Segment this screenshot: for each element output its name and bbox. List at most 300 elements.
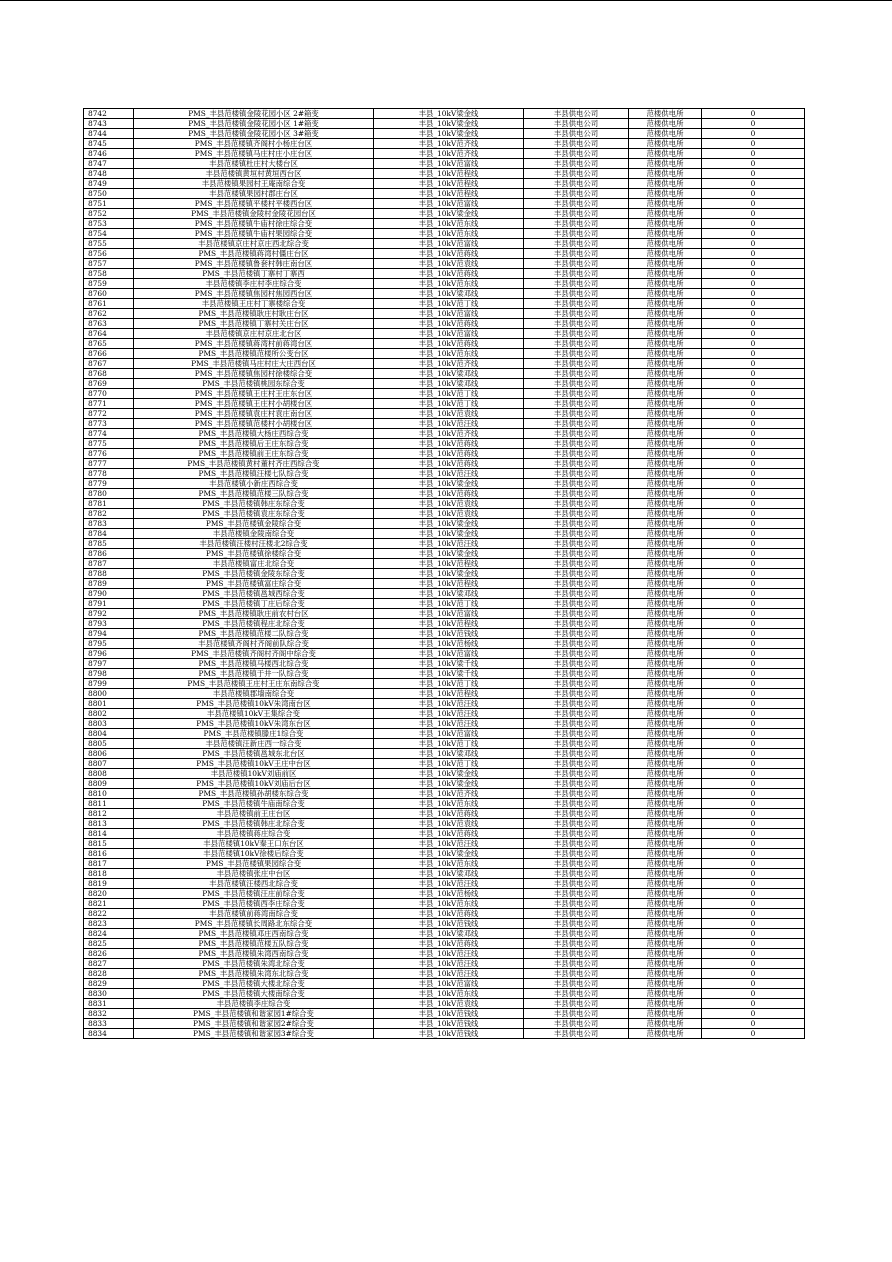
- company-cell: 丰县供电公司: [524, 1009, 629, 1019]
- count-cell: 0: [702, 939, 805, 949]
- count-cell: 0: [702, 509, 805, 519]
- row-id-cell: 8776: [84, 449, 134, 459]
- company-cell: 丰县供电公司: [524, 559, 629, 569]
- station-name-cell: PMS_丰县范楼镇长周路北东综合变: [134, 919, 374, 929]
- feeder-line-cell: 丰县_10kV梁邓线: [374, 869, 524, 879]
- count-cell: 0: [702, 429, 805, 439]
- feeder-line-cell: 丰县_10kV范汪线: [374, 839, 524, 849]
- office-cell: 范楼供电所: [629, 619, 702, 629]
- table-row: [84, 689, 805, 699]
- office-cell: 范楼供电所: [629, 1029, 702, 1039]
- station-name-cell: PMS_丰县范楼镇10kV朱湾东台区: [134, 719, 374, 729]
- table-row: [84, 869, 805, 879]
- table-row: [84, 939, 805, 949]
- row-id-cell: 8757: [84, 259, 134, 269]
- table-row: [84, 169, 805, 179]
- company-cell: 丰县供电公司: [524, 209, 629, 219]
- feeder-line-cell: 丰县_10kV梁金线: [374, 519, 524, 529]
- count-cell: 0: [702, 609, 805, 619]
- table-row: [84, 159, 805, 169]
- table-row: [84, 229, 805, 239]
- office-cell: 范楼供电所: [629, 379, 702, 389]
- office-cell: 范楼供电所: [629, 529, 702, 539]
- count-cell: 0: [702, 619, 805, 629]
- row-id-cell: 8786: [84, 549, 134, 559]
- feeder-line-cell: 丰县_10kV范蒋线: [374, 459, 524, 469]
- company-cell: 丰县供电公司: [524, 319, 629, 329]
- feeder-line-cell: 丰县_10kV梁邓线: [374, 929, 524, 939]
- company-cell: 丰县供电公司: [524, 439, 629, 449]
- station-name-cell: 丰县范楼镇10kV秦王口东台区: [134, 839, 374, 849]
- office-cell: 范楼供电所: [629, 769, 702, 779]
- table-row: [84, 599, 805, 609]
- office-cell: 范楼供电所: [629, 929, 702, 939]
- office-cell: 范楼供电所: [629, 259, 702, 269]
- station-name-cell: PMS_丰县范楼镇前王庄东综合变: [134, 449, 374, 459]
- row-id-cell: 8785: [84, 539, 134, 549]
- company-cell: 丰县供电公司: [524, 679, 629, 689]
- feeder-line-cell: 丰县_10kV范汪线: [374, 699, 524, 709]
- row-id-cell: 8816: [84, 849, 134, 859]
- count-cell: 0: [702, 499, 805, 509]
- office-cell: 范楼供电所: [629, 239, 702, 249]
- table-row: [84, 519, 805, 529]
- table-row: [84, 909, 805, 919]
- table-row: [84, 199, 805, 209]
- table-row: [84, 759, 805, 769]
- company-cell: 丰县供电公司: [524, 719, 629, 729]
- company-cell: 丰县供电公司: [524, 789, 629, 799]
- station-name-cell: PMS_丰县范楼镇马庄村庄大庄西台区: [134, 359, 374, 369]
- station-name-cell: PMS_丰县范楼镇平楼村平楼西台区: [134, 199, 374, 209]
- count-cell: 0: [702, 199, 805, 209]
- row-id-cell: 8794: [84, 629, 134, 639]
- row-id-cell: 8798: [84, 669, 134, 679]
- count-cell: 0: [702, 569, 805, 579]
- office-cell: 范楼供电所: [629, 189, 702, 199]
- station-name-cell: PMS_丰县范楼镇大楼南综合变: [134, 989, 374, 999]
- office-cell: 范楼供电所: [629, 459, 702, 469]
- table-row: [84, 549, 805, 559]
- station-name-cell: PMS_丰县范楼镇金陵东综合变: [134, 569, 374, 579]
- office-cell: 范楼供电所: [629, 309, 702, 319]
- office-cell: 范楼供电所: [629, 479, 702, 489]
- station-name-cell: PMS_丰县范楼镇马楼西北综合变: [134, 659, 374, 669]
- office-cell: 范楼供电所: [629, 989, 702, 999]
- row-id-cell: 8826: [84, 949, 134, 959]
- table-row: [84, 669, 805, 679]
- office-cell: 范楼供电所: [629, 949, 702, 959]
- office-cell: 范楼供电所: [629, 179, 702, 189]
- table-row: [84, 329, 805, 339]
- company-cell: 丰县供电公司: [524, 349, 629, 359]
- table-row: [84, 509, 805, 519]
- office-cell: 范楼供电所: [629, 599, 702, 609]
- company-cell: 丰县供电公司: [524, 489, 629, 499]
- station-name-cell: PMS_丰县范楼镇耿庄村耿庄台区: [134, 309, 374, 319]
- station-name-cell: PMS_丰县范楼镇邕城东北台区: [134, 749, 374, 759]
- row-id-cell: 8769: [84, 379, 134, 389]
- row-id-cell: 8763: [84, 319, 134, 329]
- feeder-line-cell: 丰县_10kV范东线: [374, 229, 524, 239]
- company-cell: 丰县供电公司: [524, 699, 629, 709]
- table-row: [84, 139, 805, 149]
- count-cell: 0: [702, 229, 805, 239]
- row-id-cell: 8809: [84, 779, 134, 789]
- feeder-line-cell: 丰县_10kV范程线: [374, 189, 524, 199]
- feeder-line-cell: 丰县_10kV范东线: [374, 279, 524, 289]
- count-cell: 0: [702, 849, 805, 859]
- company-cell: 丰县供电公司: [524, 509, 629, 519]
- count-cell: 0: [702, 119, 805, 129]
- office-cell: 范楼供电所: [629, 809, 702, 819]
- row-id-cell: 8751: [84, 199, 134, 209]
- row-id-cell: 8780: [84, 489, 134, 499]
- company-cell: 丰县供电公司: [524, 979, 629, 989]
- count-cell: 0: [702, 739, 805, 749]
- table-row: [84, 1019, 805, 1029]
- company-cell: 丰县供电公司: [524, 939, 629, 949]
- feeder-line-cell: 丰县_10kV范富线: [374, 979, 524, 989]
- count-cell: 0: [702, 949, 805, 959]
- company-cell: 丰县供电公司: [524, 499, 629, 509]
- company-cell: 丰县供电公司: [524, 759, 629, 769]
- table-row: [84, 579, 805, 589]
- table-row: [84, 849, 805, 859]
- company-cell: 丰县供电公司: [524, 409, 629, 419]
- row-id-cell: 8827: [84, 959, 134, 969]
- row-id-cell: 8788: [84, 569, 134, 579]
- feeder-line-cell: 丰县_10kV范齐线: [374, 139, 524, 149]
- row-id-cell: 8761: [84, 299, 134, 309]
- station-name-cell: PMS_丰县范楼镇10kV刘庙后台区: [134, 779, 374, 789]
- feeder-line-cell: 丰县_10kV范杨线: [374, 639, 524, 649]
- table-row: [84, 709, 805, 719]
- count-cell: 0: [702, 829, 805, 839]
- office-cell: 范楼供电所: [629, 919, 702, 929]
- table-row: [84, 279, 805, 289]
- count-cell: 0: [702, 769, 805, 779]
- station-name-cell: 丰县范楼镇富庄北综合变: [134, 559, 374, 569]
- feeder-line-cell: 丰县_10kV范程线: [374, 619, 524, 629]
- table-row: [84, 619, 805, 629]
- row-id-cell: 8823: [84, 919, 134, 929]
- count-cell: 0: [702, 359, 805, 369]
- table-row: [84, 979, 805, 989]
- company-cell: 丰县供电公司: [524, 649, 629, 659]
- station-name-cell: 丰县范楼镇汪新庄西一综合变: [134, 739, 374, 749]
- count-cell: 0: [702, 909, 805, 919]
- count-cell: 0: [702, 599, 805, 609]
- row-id-cell: 8802: [84, 709, 134, 719]
- office-cell: 范楼供电所: [629, 1019, 702, 1029]
- count-cell: 0: [702, 999, 805, 1009]
- feeder-line-cell: 丰县_10kV范程线: [374, 579, 524, 589]
- count-cell: 0: [702, 959, 805, 969]
- row-id-cell: 8796: [84, 649, 134, 659]
- office-cell: 范楼供电所: [629, 219, 702, 229]
- office-cell: 范楼供电所: [629, 509, 702, 519]
- station-name-cell: PMS_丰县范楼镇10kV王庄中台区: [134, 759, 374, 769]
- table-row: [84, 879, 805, 889]
- company-cell: 丰县供电公司: [524, 149, 629, 159]
- count-cell: 0: [702, 129, 805, 139]
- station-name-cell: PMS_丰县范楼镇果园综合变: [134, 859, 374, 869]
- station-name-cell: PMS_丰县范楼镇金陵村金陵花园台区: [134, 209, 374, 219]
- station-name-cell: 丰县范楼镇黄垣村黄垣西台区: [134, 169, 374, 179]
- station-name-cell: PMS_丰县范楼镇袁庄村袁庄南台区: [134, 409, 374, 419]
- company-cell: 丰县供电公司: [524, 399, 629, 409]
- company-cell: 丰县供电公司: [524, 569, 629, 579]
- feeder-line-cell: 丰县_10kV范蒋线: [374, 449, 524, 459]
- table-row: [84, 729, 805, 739]
- row-id-cell: 8764: [84, 329, 134, 339]
- row-id-cell: 8808: [84, 769, 134, 779]
- office-cell: 范楼供电所: [629, 579, 702, 589]
- count-cell: 0: [702, 859, 805, 869]
- count-cell: 0: [702, 269, 805, 279]
- company-cell: 丰县供电公司: [524, 219, 629, 229]
- station-name-cell: 丰县范楼镇10kV王集综合变: [134, 709, 374, 719]
- count-cell: 0: [702, 469, 805, 479]
- station-name-cell: PMS_丰县范楼镇牛庙村果园综合变: [134, 229, 374, 239]
- count-cell: 0: [702, 349, 805, 359]
- feeder-line-cell: 丰县_10kV梁千线: [374, 669, 524, 679]
- company-cell: 丰县供电公司: [524, 989, 629, 999]
- station-name-cell: 丰县范楼镇齐阁村齐阁前队综合变: [134, 639, 374, 649]
- station-name-cell: 丰县范楼镇郡墙南综合变: [134, 689, 374, 699]
- row-id-cell: 8792: [84, 609, 134, 619]
- row-id-cell: 8810: [84, 789, 134, 799]
- row-id-cell: 8746: [84, 149, 134, 159]
- station-name-cell: PMS_丰县范楼镇金陵花园小区 3#箱变: [134, 129, 374, 139]
- count-cell: 0: [702, 929, 805, 939]
- count-cell: 0: [702, 759, 805, 769]
- station-name-cell: PMS_丰县范楼镇马庄村庄小庄台区: [134, 149, 374, 159]
- company-cell: 丰县供电公司: [524, 549, 629, 559]
- row-id-cell: 8805: [84, 739, 134, 749]
- office-cell: 范楼供电所: [629, 199, 702, 209]
- feeder-line-cell: 丰县_10kV范程线: [374, 559, 524, 569]
- count-cell: 0: [702, 139, 805, 149]
- count-cell: 0: [702, 249, 805, 259]
- office-cell: 范楼供电所: [629, 159, 702, 169]
- office-cell: 范楼供电所: [629, 839, 702, 849]
- office-cell: 范楼供电所: [629, 779, 702, 789]
- feeder-line-cell: 丰县_10kV梁金线: [374, 849, 524, 859]
- count-cell: 0: [702, 519, 805, 529]
- office-cell: 范楼供电所: [629, 709, 702, 719]
- company-cell: 丰县供电公司: [524, 119, 629, 129]
- feeder-line-cell: 丰县_10kV范程线: [374, 689, 524, 699]
- table-row: [84, 379, 805, 389]
- feeder-line-cell: 丰县_10kV范东线: [374, 859, 524, 869]
- count-cell: 0: [702, 659, 805, 669]
- table-row: [84, 889, 805, 899]
- office-cell: 范楼供电所: [629, 469, 702, 479]
- row-id-cell: 8804: [84, 729, 134, 739]
- feeder-line-cell: 丰县_10kV范钱线: [374, 1029, 524, 1039]
- table-row: [84, 769, 805, 779]
- table-row: [84, 1009, 805, 1019]
- station-name-cell: PMS_丰县范楼镇焦园村徐楼综合变: [134, 369, 374, 379]
- table-row: [84, 489, 805, 499]
- station-name-cell: 丰县范楼镇汪楼村汪楼北2综合变: [134, 539, 374, 549]
- station-name-cell: 丰县范楼镇前蒋湾南综合变: [134, 909, 374, 919]
- count-cell: 0: [702, 579, 805, 589]
- office-cell: 范楼供电所: [629, 389, 702, 399]
- count-cell: 0: [702, 689, 805, 699]
- feeder-line-cell: 丰县_10kV范钱线: [374, 1009, 524, 1019]
- feeder-line-cell: 丰县_10kV范齐线: [374, 359, 524, 369]
- company-cell: 丰县供电公司: [524, 479, 629, 489]
- company-cell: 丰县供电公司: [524, 709, 629, 719]
- company-cell: 丰县供电公司: [524, 139, 629, 149]
- company-cell: 丰县供电公司: [524, 779, 629, 789]
- table-row: [84, 109, 805, 119]
- feeder-line-cell: 丰县_10kV范富线: [374, 159, 524, 169]
- table-row: [84, 469, 805, 479]
- table-row: [84, 289, 805, 299]
- table-row: [84, 819, 805, 829]
- row-id-cell: 8775: [84, 439, 134, 449]
- office-cell: 范楼供电所: [629, 939, 702, 949]
- station-name-cell: 丰县范楼镇小新庄西综合变: [134, 479, 374, 489]
- office-cell: 范楼供电所: [629, 399, 702, 409]
- count-cell: 0: [702, 309, 805, 319]
- office-cell: 范楼供电所: [629, 349, 702, 359]
- company-cell: 丰县供电公司: [524, 309, 629, 319]
- table-row: [84, 429, 805, 439]
- feeder-line-cell: 丰县_10kV范东线: [374, 899, 524, 909]
- row-id-cell: 8779: [84, 479, 134, 489]
- feeder-line-cell: 丰县_10kV梁邓线: [374, 589, 524, 599]
- feeder-line-cell: 丰县_10kV范丁线: [374, 679, 524, 689]
- count-cell: 0: [702, 919, 805, 929]
- count-cell: 0: [702, 779, 805, 789]
- office-cell: 范楼供电所: [629, 269, 702, 279]
- office-cell: 范楼供电所: [629, 629, 702, 639]
- office-cell: 范楼供电所: [629, 329, 702, 339]
- row-id-cell: 8801: [84, 699, 134, 709]
- count-cell: 0: [702, 879, 805, 889]
- office-cell: 范楼供电所: [629, 519, 702, 529]
- feeder-line-cell: 丰县_10kV范袁线: [374, 999, 524, 1009]
- table-row: [84, 589, 805, 599]
- office-cell: 范楼供电所: [629, 339, 702, 349]
- feeder-line-cell: 丰县_10kV范齐线: [374, 429, 524, 439]
- feeder-line-cell: 丰县_10kV范富线: [374, 609, 524, 619]
- company-cell: 丰县供电公司: [524, 609, 629, 619]
- row-id-cell: 8767: [84, 359, 134, 369]
- company-cell: 丰县供电公司: [524, 389, 629, 399]
- row-id-cell: 8768: [84, 369, 134, 379]
- office-cell: 范楼供电所: [629, 489, 702, 499]
- table-row: [84, 249, 805, 259]
- count-cell: 0: [702, 719, 805, 729]
- row-id-cell: 8781: [84, 499, 134, 509]
- table-row: [84, 459, 805, 469]
- feeder-line-cell: 丰县_10kV梁金线: [374, 119, 524, 129]
- table-row: [84, 799, 805, 809]
- count-cell: 0: [702, 839, 805, 849]
- table-row: [84, 739, 805, 749]
- office-cell: 范楼供电所: [629, 639, 702, 649]
- station-name-cell: 丰县范楼镇10kV刘庙前区: [134, 769, 374, 779]
- row-id-cell: 8777: [84, 459, 134, 469]
- station-name-cell: PMS_丰县范楼镇大杨庄西综合变: [134, 429, 374, 439]
- table-row: [84, 349, 805, 359]
- count-cell: 0: [702, 159, 805, 169]
- feeder-line-cell: 丰县_10kV梁金线: [374, 779, 524, 789]
- count-cell: 0: [702, 789, 805, 799]
- table-row: [84, 949, 805, 959]
- station-name-cell: PMS_丰县范楼镇蒋湾村前蒋湾台区: [134, 339, 374, 349]
- station-name-cell: PMS_丰县范楼镇金陵花园小区 1#箱变: [134, 119, 374, 129]
- row-id-cell: 8818: [84, 869, 134, 879]
- feeder-line-cell: 丰县_10kV范汪线: [374, 419, 524, 429]
- station-name-cell: PMS_丰县范楼镇徐楼综合变: [134, 549, 374, 559]
- office-cell: 范楼供电所: [629, 549, 702, 559]
- office-cell: 范楼供电所: [629, 149, 702, 159]
- count-cell: 0: [702, 259, 805, 269]
- feeder-line-cell: 丰县_10kV范袁线: [374, 819, 524, 829]
- count-cell: 0: [702, 1009, 805, 1019]
- company-cell: 丰县供电公司: [524, 169, 629, 179]
- feeder-line-cell: 丰县_10kV范蒋线: [374, 829, 524, 839]
- table-row: [84, 219, 805, 229]
- office-cell: 范楼供电所: [629, 679, 702, 689]
- count-cell: 0: [702, 529, 805, 539]
- table-row: [84, 399, 805, 409]
- company-cell: 丰县供电公司: [524, 579, 629, 589]
- station-name-cell: 丰县范楼镇果园村王庵南综合变: [134, 179, 374, 189]
- station-name-cell: PMS_丰县范楼镇朱湾北综合变: [134, 959, 374, 969]
- table-row: [84, 749, 805, 759]
- station-name-cell: PMS_丰县范楼镇邓庄西南综合变: [134, 929, 374, 939]
- row-id-cell: 8803: [84, 719, 134, 729]
- feeder-line-cell: 丰县_10kV范东线: [374, 219, 524, 229]
- station-name-cell: 丰县范楼镇10kV徐楼后综合变: [134, 849, 374, 859]
- office-cell: 范楼供电所: [629, 999, 702, 1009]
- row-id-cell: 8811: [84, 799, 134, 809]
- count-cell: 0: [702, 869, 805, 879]
- office-cell: 范楼供电所: [629, 589, 702, 599]
- company-cell: 丰县供电公司: [524, 689, 629, 699]
- row-id-cell: 8752: [84, 209, 134, 219]
- row-id-cell: 8821: [84, 899, 134, 909]
- feeder-line-cell: 丰县_10kV范蒋线: [374, 489, 524, 499]
- count-cell: 0: [702, 809, 805, 819]
- company-cell: 丰县供电公司: [524, 909, 629, 919]
- office-cell: 范楼供电所: [629, 1009, 702, 1019]
- station-name-cell: PMS_丰县范楼镇王庄村王庄东南综合变: [134, 679, 374, 689]
- company-cell: 丰县供电公司: [524, 899, 629, 909]
- feeder-line-cell: 丰县_10kV梁金线: [374, 129, 524, 139]
- company-cell: 丰县供电公司: [524, 589, 629, 599]
- count-cell: 0: [702, 539, 805, 549]
- count-cell: 0: [702, 109, 805, 119]
- table-row: [84, 989, 805, 999]
- table-row: [84, 319, 805, 329]
- row-id-cell: 8773: [84, 419, 134, 429]
- row-id-cell: 8831: [84, 999, 134, 1009]
- feeder-line-cell: 丰县_10kV范汪线: [374, 469, 524, 479]
- count-cell: 0: [702, 209, 805, 219]
- count-cell: 0: [702, 709, 805, 719]
- company-cell: 丰县供电公司: [524, 279, 629, 289]
- station-name-cell: PMS_丰县范楼镇朱湾西南综合变: [134, 949, 374, 959]
